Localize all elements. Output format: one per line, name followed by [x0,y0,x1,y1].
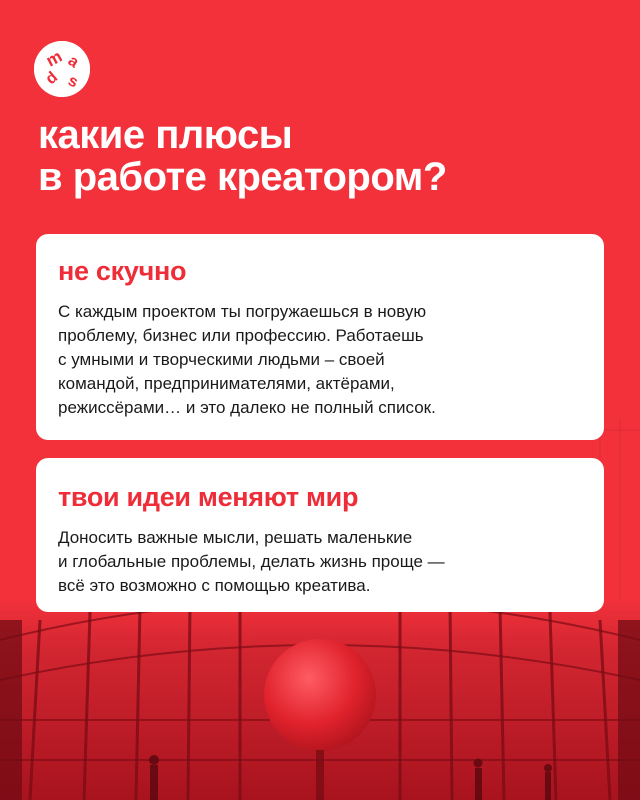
card-text: С каждым проектом ты погружаешься в новую проблему, бизнес или профессию. Работаешь с умными и творческими людьми – своей командой, предпринимателями, актёрами, режиссёрами… и это далеко не полный список. [58,302,436,417]
benefit-card-not-boring [36,234,604,440]
svg-text:m: m [42,46,66,71]
logo-mark [34,41,90,97]
card-title: твои идеи меняют мир [58,482,359,512]
title-line-1: какие плюсы [38,113,293,157]
svg-text:s: s [65,72,81,92]
title-line-2: в работе креатором? [38,155,447,199]
svg-text:a: a [64,52,82,72]
mads-logo[interactable] [34,41,90,97]
benefit-card-ideas-change-world [36,458,604,612]
svg-text:d: d [42,68,62,89]
card-title: не скучно [58,256,187,286]
page-title [38,114,618,198]
card-text: Доносить важные мысли, решать маленькие и глобальные проблемы, делать жизнь проще — всё это возможно с помощью креатива. [58,528,445,595]
